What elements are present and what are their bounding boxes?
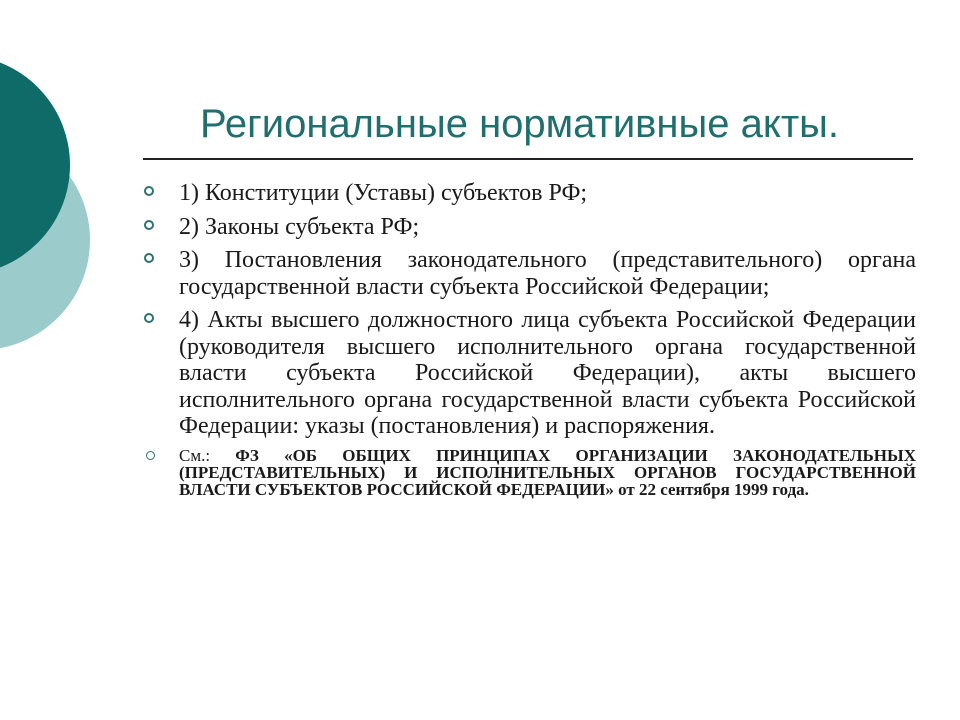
list-item (144, 307, 916, 440)
circle-bullet-icon (144, 186, 154, 196)
circle-bullet-icon (144, 313, 154, 323)
reference-prefix: См.: (179, 445, 236, 465)
reference-note (144, 447, 916, 498)
list-item (144, 214, 916, 241)
list-item-text: 1) Конституции (Уставы) субъектов РФ; (179, 180, 588, 206)
circle-bullet-icon (144, 253, 154, 263)
list-item-text: 3) Постановления законодательного (представительного) органа государственной власти субъекта Российской Федерации; (179, 247, 916, 300)
list-item-text: 2) Законы субъекта РФ; (179, 213, 420, 240)
circle-bullet-icon (144, 220, 154, 230)
list-item-text: 4) Акты высшего должностного лица субъекта Российской Федерации (руководителя высшего исполнительного органа государственной власти субъекта Российской Федерации), акты высшего исполнительного органа государственной власти субъекта Российской Федерации: указы (постановления) и распоряжения. (179, 307, 916, 439)
slide-title: Региональные нормативные акты. (200, 102, 840, 146)
list-item (144, 247, 916, 300)
circle-bullet-icon (146, 451, 155, 460)
list-item (144, 180, 916, 207)
title-divider (143, 158, 913, 160)
reference-law-title: ФЗ «ОБ ОБЩИХ ПРИНЦИПАХ ОРГАНИЗАЦИИ ЗАКОНОДАТЕЛЬНЫХ (ПРЕДСТАВИТЕЛЬНЫХ) И ИСПОЛНИТЕЛЬНЫХ ОРГАНОВ ГОСУДАРСТВЕННОЙ ВЛАСТИ СУБЪЕКТОВ РОССИЙСКОЙ ФЕДЕРАЦИИ» от 22 сентября 1999 года. (179, 445, 916, 499)
bullet-list (144, 180, 916, 498)
